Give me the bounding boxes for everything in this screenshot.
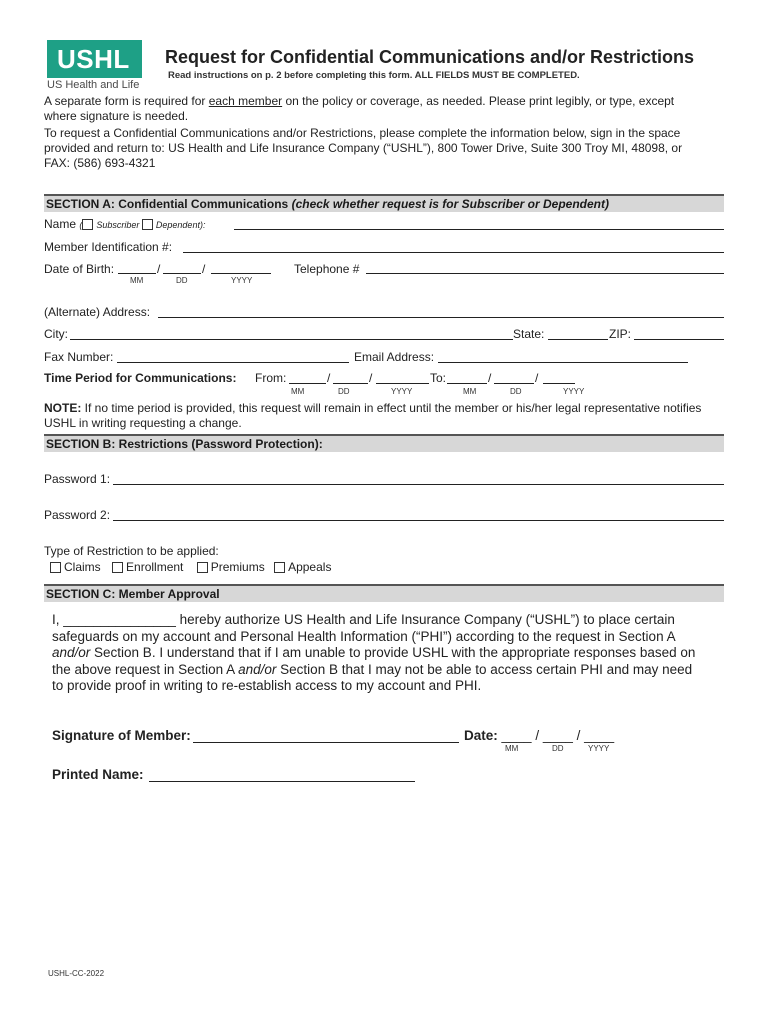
dob-month-field[interactable]	[118, 273, 156, 274]
zip-label: ZIP:	[609, 327, 632, 341]
to-mm-hint: MM	[463, 387, 477, 396]
restriction-option-premiums[interactable]	[197, 560, 265, 574]
dob-mm-hint: MM	[130, 276, 144, 285]
date-separator: /	[369, 371, 373, 385]
to-yyyy-hint: YYYY	[563, 387, 585, 396]
signature-label: Signature of Member:	[52, 728, 191, 743]
from-year-field[interactable]	[376, 383, 429, 384]
appeals-label: Appeals	[288, 560, 332, 574]
dob-yyyy-hint: YYYY	[231, 276, 253, 285]
restriction-option-claims[interactable]	[50, 560, 101, 574]
email-field[interactable]	[438, 362, 688, 363]
name-type-options: ( Subscriber Dependent):	[79, 220, 206, 230]
name-label: Name	[44, 217, 77, 231]
from-day-field[interactable]	[333, 383, 368, 384]
date-label: Date:	[464, 728, 498, 743]
note-text: If no time period is provided, this request will remain in effect until the member or his/her legal representative notifies	[81, 401, 702, 415]
authorization-emphasis: and/or	[52, 645, 91, 660]
section-c-heading: SECTION C: Member Approval	[44, 584, 724, 602]
fax-label: Fax Number:	[44, 350, 114, 364]
section-a-heading	[44, 194, 724, 212]
dob-day-field[interactable]	[163, 273, 201, 274]
intro-paragraph-1	[44, 94, 734, 124]
authorization-text: to provide proof in writing to re-establish access to my account and PHI.	[52, 678, 482, 693]
state-label: State:	[513, 327, 545, 341]
date-separator: /	[327, 371, 331, 385]
dob-label: Date of Birth:	[44, 262, 115, 276]
logo-mark: USHL	[57, 43, 130, 74]
claims-checkbox[interactable]	[50, 562, 61, 573]
section-a-note: (check whether request is for Subscriber or Dependent)	[291, 197, 609, 211]
date-field[interactable]: ____ / ____ / ____	[501, 728, 615, 743]
logo-subtext: US Health and Life	[47, 79, 140, 91]
authorization-text: the above request in Section A	[52, 661, 239, 677]
name-field[interactable]	[234, 229, 724, 230]
appeals-checkbox[interactable]	[274, 562, 285, 573]
restriction-option-enrollment[interactable]	[112, 560, 183, 574]
authorization-emphasis: and/or	[238, 661, 277, 677]
enrollment-checkbox[interactable]	[112, 562, 123, 573]
intro-text: To request a Confidential Communications and/or Restrictions, please complete the information below, sign in the space	[44, 126, 681, 140]
authorization-text: I, _______________ hereby authorize US Health and Life Insurance Company (“USHL”) to place certain	[52, 612, 675, 627]
form-title: Request for Confidential Communications and/or Restrictions	[165, 47, 695, 67]
from-yyyy-hint: YYYY	[391, 387, 413, 396]
enrollment-label: Enrollment	[126, 560, 184, 574]
sign-mm-hint: MM	[505, 744, 519, 753]
printed-name-label: Printed Name:	[52, 767, 144, 782]
authorization-text: Section B. I understand that if I am unable to provide USHL with the appropriate responses based on	[90, 645, 696, 660]
dob-dd-hint: DD	[176, 276, 188, 285]
password2-field[interactable]	[113, 520, 724, 521]
premiums-checkbox[interactable]	[197, 562, 208, 573]
intro-text: where signature is needed.	[44, 109, 189, 123]
subscriber-checkbox[interactable]	[82, 219, 93, 230]
to-month-field[interactable]	[447, 383, 487, 384]
dob-year-field[interactable]	[211, 273, 271, 274]
intro-text: FAX: (586) 693-4321	[44, 156, 156, 170]
intro-text: on the policy or coverage, as needed. Please print legibly, or type, except	[282, 94, 675, 108]
city-field[interactable]	[70, 339, 513, 340]
intro-text: A separate form is required for	[44, 94, 209, 108]
address-field[interactable]	[158, 317, 724, 318]
zip-field[interactable]	[634, 339, 724, 340]
intro-emphasis: each member	[208, 94, 283, 108]
sign-dd-hint: DD	[552, 744, 564, 753]
password2-label: Password 2:	[44, 508, 111, 522]
member-id-label: Member Identification #:	[44, 240, 173, 254]
section-b-heading: SECTION B: Restrictions (Password Protection):	[44, 434, 724, 452]
date-separator: /	[202, 262, 206, 276]
restriction-type-label: Type of Restriction to be applied:	[44, 544, 219, 558]
note-text: USHL in writing requesting a change.	[44, 416, 242, 430]
signature-field[interactable]	[193, 742, 459, 743]
date-separator: /	[535, 371, 539, 385]
note-label: NOTE:	[44, 401, 82, 415]
state-field[interactable]	[548, 339, 608, 340]
fax-field[interactable]	[117, 362, 349, 363]
from-month-field[interactable]	[289, 383, 326, 384]
member-id-field[interactable]	[183, 252, 724, 253]
password1-label: Password 1:	[44, 472, 111, 486]
authorization-text: Section B that I may not be able to access certain PHI and may need	[276, 661, 693, 677]
form-instructions: Read instructions on p. 2 before completing this form. ALL FIELDS MUST BE COMPLETED.	[168, 70, 580, 81]
dependent-checkbox[interactable]	[142, 219, 153, 230]
intro-text: provided and return to: US Health and Life Insurance Company (“USHL”), 800 Tower Drive, Suite 300 Troy MI, 48098, or	[44, 141, 683, 155]
email-label: Email Address:	[354, 350, 435, 364]
address-label: (Alternate) Address:	[44, 305, 151, 319]
intro-paragraph-2	[44, 126, 744, 171]
form-code: USHL-CC-2022	[48, 969, 105, 978]
name-row	[44, 217, 205, 231]
restriction-options	[50, 560, 331, 574]
date-separator: /	[157, 262, 161, 276]
subscriber-label: Subscriber	[96, 220, 140, 230]
note-paragraph	[44, 401, 744, 431]
to-year-field[interactable]	[543, 383, 575, 384]
time-period-label: Time Period for Communications:	[44, 371, 237, 385]
printed-name-field[interactable]	[149, 781, 415, 782]
to-day-field[interactable]	[494, 383, 534, 384]
section-a-title: SECTION A: Confidential Communications	[46, 197, 289, 211]
from-label: From:	[255, 371, 287, 385]
password1-field[interactable]	[113, 484, 724, 485]
premiums-label: Premiums	[210, 560, 265, 574]
telephone-field[interactable]	[366, 273, 724, 274]
authorization-paragraph	[52, 612, 732, 695]
signature-date	[464, 728, 614, 745]
restriction-option-appeals[interactable]	[274, 560, 331, 574]
telephone-label: Telephone #	[294, 262, 360, 276]
dependent-label: Dependent):	[155, 220, 206, 230]
ushl-logo	[47, 40, 142, 78]
claims-label: Claims	[64, 560, 101, 574]
sign-yyyy-hint: YYYY	[588, 744, 610, 753]
authorization-text: safeguards on my account and Personal Health Information (“PHI”) according to the request in Section A	[52, 628, 676, 644]
to-label: To:	[430, 371, 447, 385]
date-separator: /	[488, 371, 492, 385]
from-mm-hint: MM	[291, 387, 305, 396]
to-dd-hint: DD	[510, 387, 522, 396]
city-label: City:	[44, 327, 68, 341]
from-dd-hint: DD	[338, 387, 350, 396]
